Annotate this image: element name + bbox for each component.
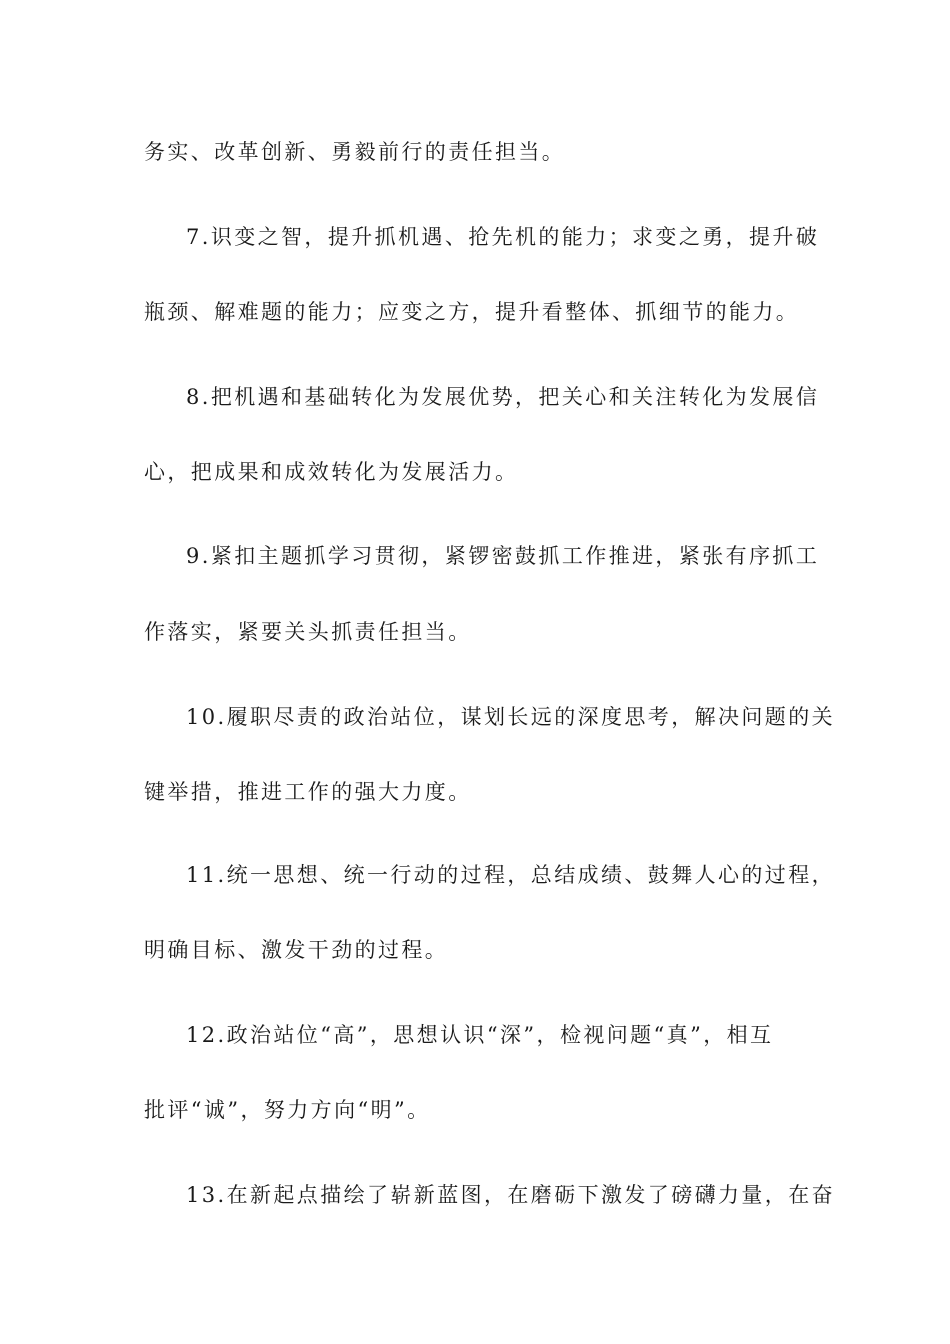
paragraph-7-line-1: 7.识变之智，提升抓机遇、抢先机的能力；求变之勇，提升破 <box>186 225 820 249</box>
paragraph-13-line-1: 13.在新起点描绘了崭新蓝图，在磨砺下激发了磅礴力量，在奋 <box>186 1183 835 1207</box>
paragraph-11-line-1: 11.统一思想、统一行动的过程，总结成绩、鼓舞人心的过程， <box>186 863 835 887</box>
paragraph-10-line-2: 键举措，推进工作的强大力度。 <box>144 780 472 804</box>
paragraph-8-line-1: 8.把机遇和基础转化为发展优势，把关心和关注转化为发展信 <box>186 385 820 409</box>
paragraph-7-line-2: 瓶颈、解难题的能力；应变之方，提升看整体、抓细节的能力。 <box>144 300 800 324</box>
paragraph-11-line-2: 明确目标、激发干劲的过程。 <box>144 938 449 962</box>
paragraph-10-line-1: 10.履职尽责的政治站位，谋划长远的深度思考，解决问题的关 <box>186 705 835 729</box>
paragraph-12-line-2: 批评“诚”，努力方向“明”。 <box>144 1098 431 1122</box>
paragraph-9-line-2: 作落实，紧要关头抓责任担当。 <box>144 620 472 644</box>
paragraph-6-line-2: 务实、改革创新、勇毅前行的责任担当。 <box>144 140 566 164</box>
paragraph-9-line-1: 9.紧扣主题抓学习贯彻，紧锣密鼓抓工作推进，紧张有序抓工 <box>186 544 820 568</box>
paragraph-8-line-2: 心，把成果和成效转化为发展活力。 <box>144 460 519 484</box>
paragraph-12-line-1: 12.政治站位“高”，思想认识“深”，检视问题“真”，相互 <box>186 1023 774 1047</box>
